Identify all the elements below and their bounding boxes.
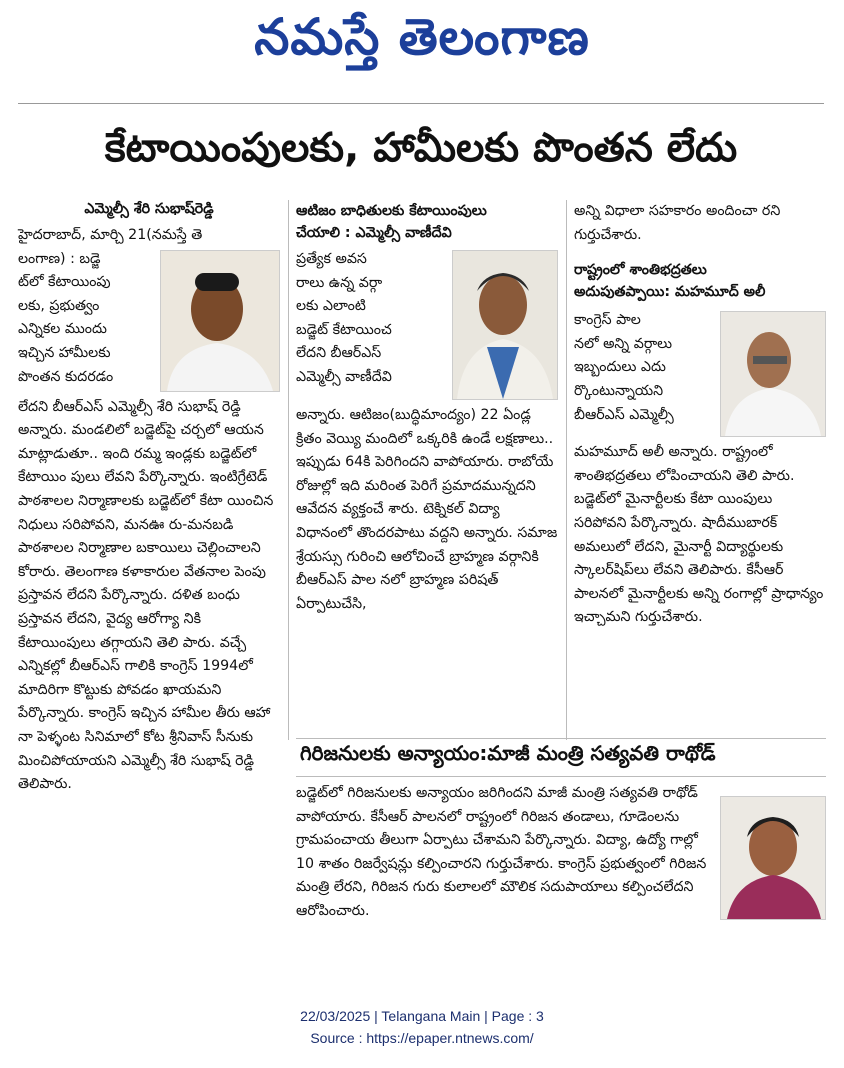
article-1-wrap-1: లంగాణ) : బడ్జె [18, 250, 101, 267]
headline: కేటాయింపులకు, హామీలకు పొంతన లేదు [104, 125, 738, 171]
article-2-wrap-2: రాలు ఉన్న వర్గా [296, 274, 383, 291]
article-4 [296, 782, 826, 924]
photo-vani-devi [452, 250, 558, 400]
photo-satyavathi-rathod [720, 796, 826, 920]
article-2-title-1: ఆటిజం బాధితులకు కేటాయింపులు [296, 203, 487, 219]
column-divider-1 [288, 200, 289, 740]
article-1-body: లేదని బీఆర్‌ఎస్ ఎమ్మెల్సీ శేరి సుభాష్ రెడ్డి అన్నారు. మండలిలో బడ్జెట్‌పై చర్చలో ఆయన మాట్లాడుతూ.. ఇంది రమ్మ ఇండ్లకు బడ్జెట్‌లో కేటాయిం పులు లేవని పేర్కొన్నారు. ఇంటిగ్రేటెడ్ పాఠశాలల నిర్మాణాలకు బడ్జెట్‌లో కేటా యించిన నిధులు సరిపోవని, మనఊ రు-మనబడి పాఠశాలల నిర్మాణాల బకాయిలు చెల్లించాలని కోరారు. తెలంగాణ కళాకారుల వేతనాల పెంపు ప్రస్తావన లేదని పేర్కొన్నారు. దళిత బంధు ప్రస్తావన లేదని, వైద్య ఆరోగ్యా నికి కేటాయింపులు తగ్గాయని తెలి పారు. వచ్చే ఎన్నికల్లో బీఆర్‌ఎస్ గాలికి కాంగ్రెస్ 1994లో మాదిరిగా కొట్టుకు పోవడం ఖాయమని పేర్కొన్నారు. కాంగ్రెస్ ఇచ్చిన హామీల తీరు ఆహా నా పెళ్ళంట సినిమాలో కోట శ్రీనివాస్ సీనుకు మించిపోయాయని ఎమ్మెల్సీ శేరి సుభాష్ రెడ్డి తెలిపారు. [18, 398, 274, 793]
article-3-intro: అన్ని విధాలా సహకారం అందించా రని గుర్తుచేశారు. [574, 203, 781, 243]
masthead-logo: నమస్తే తెలంగాణ [254, 8, 590, 66]
article-2-wrap-5: లేదని బీఆర్‌ఎస్ [296, 345, 382, 362]
photo-mahmood-ali [720, 311, 826, 437]
article-1-wrap-2: ట్‌లో కేటాయింపు [18, 274, 111, 291]
article-1-dateline: హైదరాబాద్, మార్చి 21(నమస్తే తె [18, 227, 203, 243]
article-3 [574, 200, 826, 630]
article-1-wrap-6: పొంతన కుదరడం [18, 368, 114, 385]
article-3-title-2: అదుపుతప్పాయి: మహమూద్ అలీ [574, 284, 766, 301]
article-2-wrap-6: ఎమ్మెల్సీ వాణీదేవి [296, 368, 392, 385]
article-3-title-1: రాష్ట్రంలో శాంతిభద్రతలు [574, 262, 707, 279]
article-3-wrap-4: ర్కొంటున్నాయని [574, 382, 664, 399]
article-4-title: గిరిజనులకు అన్యాయం:మాజీ మంత్రి సత్యవతి రాథోడ్ [300, 741, 716, 765]
article-2-wrap-3: లకు ఎలాంటి [296, 298, 366, 315]
article-2-body: అన్నారు. ఆటిజం(బుద్ధిమాంద్యం) 22 ఏండ్ల క్రితం వెయ్యి మందిలో ఒక్కరికి ఉండే లక్షణాలు.. ఇప్పుడు 64కి పెరిగిందని వాపోయారు. రాబోయే రోజుల్లో ఇది మరింత పెరిగే ప్రమాదమున్నదని ఆవేదన వ్యక్తంచే శారు. టెక్నికల్ విద్యా విధానంలో తొందరపాటు వద్దని అన్నారు. సమాజ శ్రేయస్సు గురించి ఆలోచించే బ్రాహ్మణ వర్గానికి బీఆర్‌ఎస్ పాల నలో బ్రాహ్మణ పరిషత్ ఏర్పాటుచేసి, [296, 407, 558, 612]
article-3-wrap-5: బీఆర్‌ఎస్ ఎమ్మెల్సీ [574, 406, 674, 423]
photo-subhash-reddy [160, 250, 280, 392]
column-divider-2 [566, 200, 567, 740]
article-3-wrap-2: నలో అన్ని వర్గాలు [574, 335, 673, 352]
article-1-wrap-5: ఇచ్చిన హామీలకు [18, 344, 111, 361]
article-2-title-2: చేయాలి : ఎమ్మెల్సీ వాణీదేవి [296, 225, 452, 241]
article-1-wrap-4: ఎన్నికల ముందు [18, 321, 107, 338]
article-2-wrap-1: ప్రత్యేక అవస [296, 251, 367, 267]
section-rule-bottom [296, 776, 826, 777]
top-rule [18, 103, 824, 104]
article-1-byline: ఎమ్మెల్సీ శేరి సుభాష్‌రెడ్డి [84, 201, 214, 217]
article-1 [18, 198, 280, 797]
article-4-body: బడ్జెట్‌లో గిరిజనులకు అన్యాయం జరిగిందని మాజీ మంత్రి సత్యవతి రాథోడ్ వాపోయారు. కేసీఆర్ పాలనలో రాష్ట్రంలో గిరిజన తండాలు, గూడెంలను గ్రామపంచాయ తీలుగా ఏర్పాటు చేశామని పేర్కొన్నారు. విద్యా, ఉద్యో గాల్లో 10 శాతం రిజర్వేషన్లు కల్పించారని గుర్తుచేశారు. కాంగ్రెస్ ప్రభుత్వంలో గిరిజన మంత్రి లేరని, గిరిజన గురు కులాలలో మౌలిక సదుపాయాలు కల్పించలేదని ఆరోపించారు. [296, 785, 707, 919]
footer-date-page: 22/03/2025 | Telangana Main | Page : 3 [300, 1008, 544, 1024]
article-3-wrap-3: ఇబ్బందులు ఎదు [574, 359, 666, 376]
article-1-wrap-3: లకు, ప్రభుత్వం [18, 297, 100, 314]
article-3-body: మహమూద్ అలీ అన్నారు. రాష్ట్రంలో శాంతిభద్రతలు లోపించాయని తెలి పారు. బడ్జెట్‌లో మైనార్టీలకు కేటా యింపులు సరిపోవని పేర్కొన్నారు. షాదీముబారక్ అమలులో లేదని, మైనార్టీ విద్యార్థులకు స్కాలర్‌షిప్‌లు లేవని తెలిపారు. కేసీఆర్ పాలనలో మైనార్టీలకు అన్ని రంగాల్లో ప్రాధాన్యం ఇచ్చామని గుర్తుచేశారు. [574, 444, 824, 626]
article-3-wrap-1: కాంగ్రెస్ పాల [574, 312, 641, 329]
article-2-wrap-4: బడ్జెట్ కేటాయించ [296, 321, 392, 338]
footer-source: Source : https://epaper.ntnews.com/ [310, 1030, 534, 1046]
article-2 [296, 200, 558, 616]
